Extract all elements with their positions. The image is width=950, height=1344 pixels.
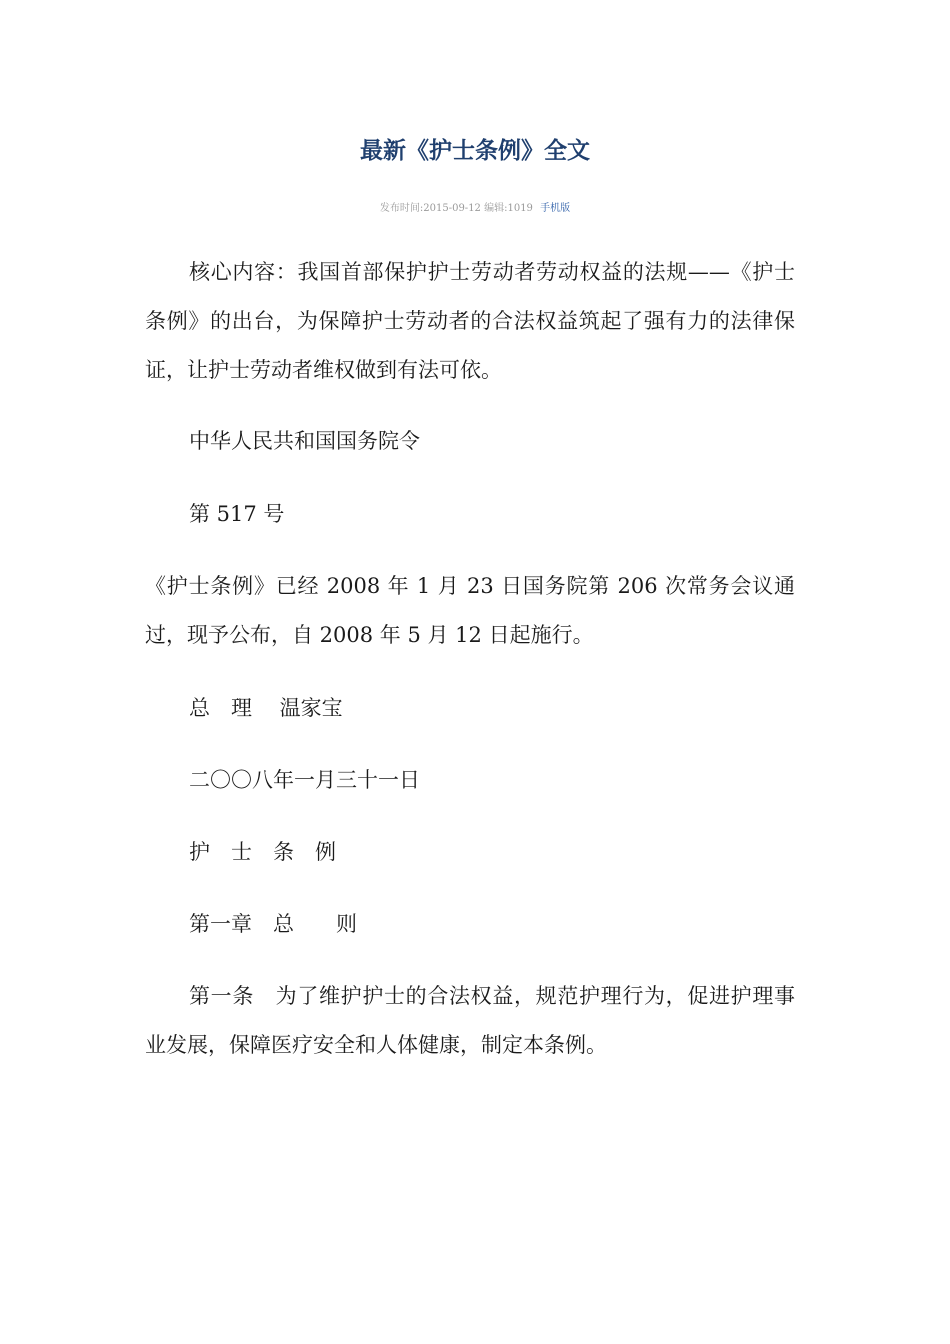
paragraph-decree-issuer: 中华人民共和国国务院令 (189, 429, 420, 453)
paragraph-regulation-title: 护 士 条 例 (189, 840, 336, 864)
paragraph-core-content: 核心内容：我国首部保护护士劳动者劳动权益的法规——《护士条例》的出台，为保障护士劳动者的合法权益筑起了强有力的法律保证，让护士劳动者维权做到有法可依。 (145, 260, 795, 382)
publish-info: 发布时间:2015-09-12 编辑:1019 (379, 203, 533, 214)
mobile-version-link[interactable]: 手机版 (540, 203, 571, 214)
paragraph-decree-number: 第 517 号 (189, 502, 285, 526)
paragraph-premier: 总 理 温家宝 (189, 696, 343, 720)
publish-meta (0, 202, 950, 216)
paragraph-chapter-heading: 第一章 总 则 (189, 912, 357, 936)
paragraph-date: 二〇〇八年一月三十一日 (189, 768, 420, 792)
document-title: 最新《护士条例》全文 (360, 137, 590, 164)
paragraph-promulgation: 《护士条例》已经 2008 年 1 月 23 日国务院第 206 次常务会议通过，现予公布，自 2008 年 5 月 12 日起施行。 (145, 574, 795, 647)
paragraph-article-one: 第一条 为了维护护士的合法权益，规范护理行为，促进护理事业发展，保障医疗安全和人体健康，制定本条例。 (145, 984, 795, 1057)
